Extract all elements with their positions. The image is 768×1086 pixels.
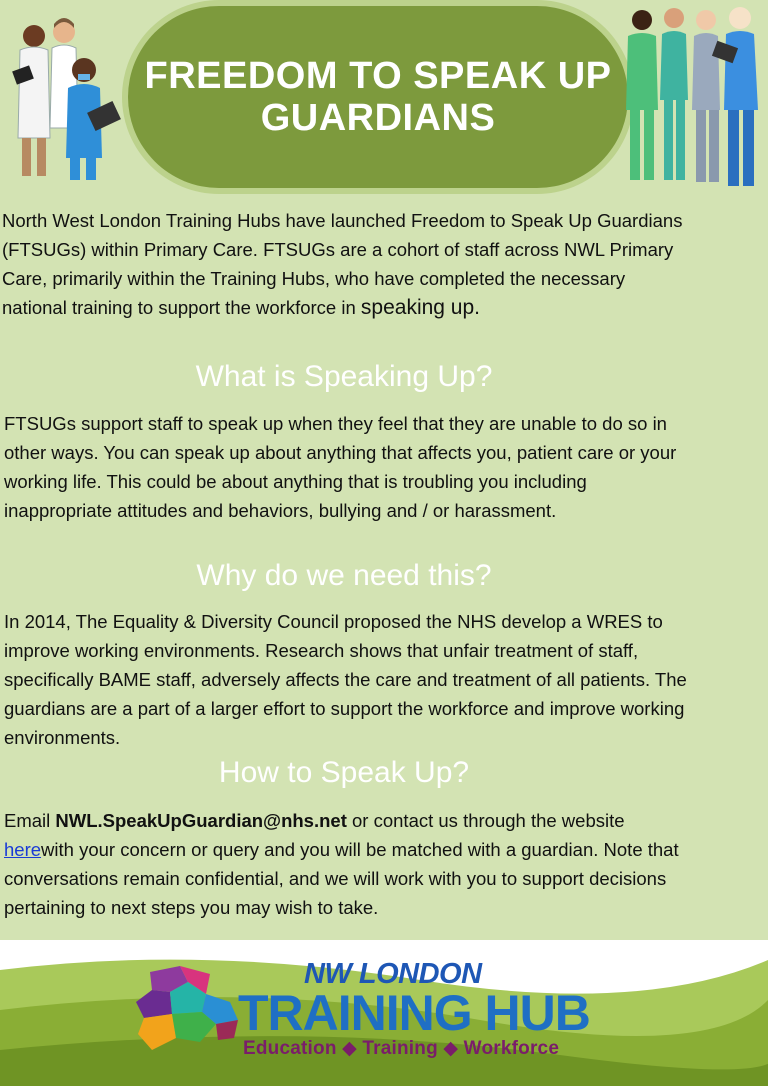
section-body-what: FTSUGs support staff to speak up when they feel that they are unable to do so in other ways. You can speak up about anything that affects you, patient care or your working life. This could be about anything that is troubling you including inappropriate attitudes and behaviors, bullying and / or harassment.	[4, 413, 677, 521]
section-heading-what: What is Speaking Up?	[195, 360, 493, 393]
logo-tagline: Education ◆ Training ◆ Workforce	[243, 1038, 560, 1059]
healthcare-staff-illustration-right	[618, 0, 768, 200]
intro-text: North West London Training Hubs have launched Freedom to Speak Up Guardians (FTSUGs) within Primary Care. FTSUGs are a cohort of staff across NWL Primary Care, primarily within the Training Hubs, who have completed the necessary national training to support the workforce in	[2, 210, 683, 318]
healthcare-staff-illustration-left	[4, 8, 132, 188]
logo-nw-london: NW LONDON	[304, 958, 482, 990]
intro-tail: speaking up.	[360, 296, 480, 319]
page-title	[145, 55, 612, 139]
section-heading-why: Why do we need this?	[196, 559, 492, 592]
title-line-1: FREEDOM TO SPEAK UP	[144, 55, 612, 97]
website-link[interactable]: here	[4, 839, 42, 860]
how-suffix: with your concern or query and you will be matched with a guardian. Note that conversations remain confidential, and we will work with you to support decisions pertaining to next steps you may wish to take.	[4, 839, 679, 918]
how-middle: or contact us through the website	[346, 810, 625, 831]
title-line-2: GUARDIANS	[260, 97, 496, 139]
section-body-how	[4, 806, 694, 922]
contact-email: NWL.SpeakUpGuardian@nhs.net	[55, 810, 347, 831]
nw-london-map-logo	[130, 962, 242, 1058]
how-prefix: Email	[4, 810, 56, 831]
section-heading-how: How to Speak Up?	[218, 756, 470, 789]
title-banner	[128, 6, 628, 188]
intro-paragraph	[2, 206, 692, 322]
logo-training-hub: TRAINING HUB	[238, 985, 590, 1041]
section-body-why: In 2014, The Equality & Diversity Council proposed the NHS develop a WRES to improve working environments. Research shows that unfair treatment of staff, specifically BAME staff, adversely affects the care and treatment of all patients. The guardians are a part of a larger effort to support the workforce and improve working environments.	[4, 611, 687, 748]
